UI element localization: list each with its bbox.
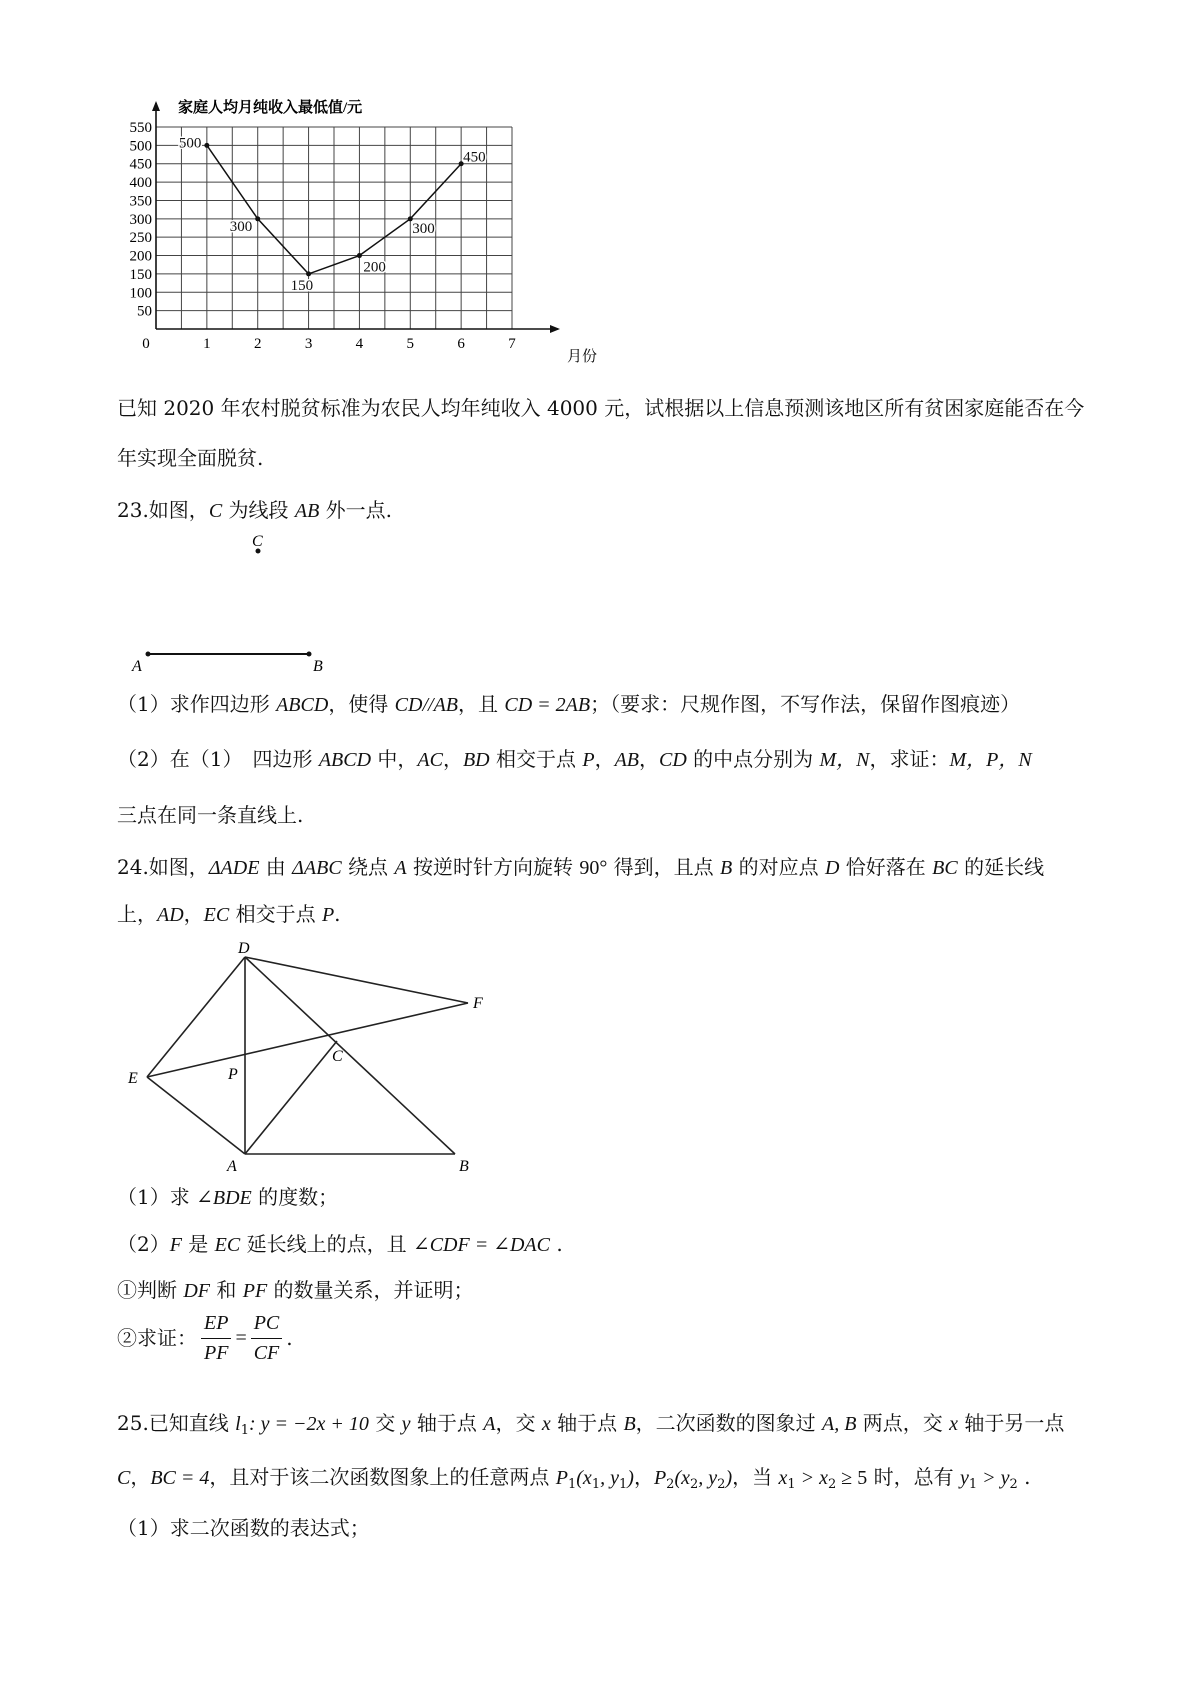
q25-l2-text2: ，且对于该二次函数图象上的任意两点 <box>209 1465 556 1489</box>
q24-point-a: A <box>394 857 407 879</box>
q25-text1: 交 <box>368 1411 402 1435</box>
q25-number: 25.已知直线 <box>117 1411 236 1435</box>
q24-label-d: D <box>238 940 250 957</box>
q24-sub2-fraction-right <box>251 1312 283 1365</box>
q25-res-mid: > y <box>977 1467 1010 1489</box>
q24-number: 24.如图， <box>117 855 209 879</box>
q24-part2-f: F <box>169 1234 182 1256</box>
q25-c: C <box>117 1467 131 1489</box>
chart-y-tick-label: 50 <box>137 303 152 320</box>
chart-data-point <box>255 216 260 221</box>
q24-sub2-equals: = <box>235 1327 247 1349</box>
chart-x-tick-label: 3 <box>304 336 313 352</box>
q25-text4: 轴于点 <box>550 1411 624 1435</box>
q25-p2-coord1: (x <box>674 1467 690 1489</box>
q24-part2-equation: ∠CDF = ∠DAC <box>412 1234 550 1256</box>
q24-figure <box>120 935 500 1175</box>
q23-part2-mpn: M，P，N <box>949 749 1032 771</box>
q24-sub2-den1: PF <box>204 1342 229 1364</box>
q25-l2-text4: ，当 <box>732 1465 779 1489</box>
q24-triangle-ade: ΔADE <box>208 857 260 879</box>
q24-text2: 绕点 <box>341 855 395 879</box>
q25-a: A <box>483 1413 496 1435</box>
q24-stem-line2 <box>117 904 341 925</box>
q22-text-line2: 年实现全面脱贫. <box>117 446 264 470</box>
q23-part2-ab: AB <box>614 749 639 771</box>
chart-y-tick-label: 400 <box>129 175 152 192</box>
chart-y-axis-label: 家庭人均月纯收入最低值/元 <box>178 100 363 116</box>
chart-x-tick-label: 0 <box>142 336 150 352</box>
chart-data-label: 450 <box>463 149 486 166</box>
q25-part1: （1）求二次函数的表达式； <box>117 1516 370 1540</box>
q23-point-b-dot <box>307 652 312 657</box>
chart-data-label: 500 <box>178 135 202 152</box>
q25-l2-text1: ， <box>130 1465 151 1489</box>
q25-cond-x1-sub: 1 <box>787 1477 796 1492</box>
chart-data-label: 200 <box>363 259 386 276</box>
q25-text2: 轴于点 <box>410 1411 484 1435</box>
q23-stem <box>117 500 392 521</box>
q24-sub1 <box>117 1280 474 1301</box>
q24-label-e: E <box>128 1070 138 1087</box>
q24-part2 <box>117 1234 563 1255</box>
q24-line-db <box>245 957 455 1154</box>
q24-sub2-num2: PC <box>251 1312 283 1339</box>
q25-line-l: l <box>235 1413 241 1435</box>
q23-part2-text2: 中， <box>371 747 418 771</box>
q24-sub2-text1: ②求证： <box>117 1326 197 1350</box>
q24-angle-90: 90° <box>579 857 608 879</box>
q23-part1-abcd: ABCD <box>276 694 329 716</box>
q25-line-l-sub: 1 <box>240 1423 250 1438</box>
q24-text3: 按逆时针方向旋转 <box>406 855 580 879</box>
chart-data-point <box>306 271 311 276</box>
q23-figure <box>120 530 360 680</box>
q24-sub1-text3: 的数量关系，并证明； <box>267 1278 474 1302</box>
chart-x-tick-label: 7 <box>508 336 516 352</box>
q25-p1: P <box>555 1467 568 1489</box>
q24-part2-text1: （2） <box>117 1232 170 1256</box>
q23-part1-text2: ，使得 <box>328 692 395 716</box>
chart-y-tick-label: 550 <box>129 120 152 136</box>
q24-part2-text4: . <box>549 1232 563 1256</box>
q23-part1-text3: ，且 <box>458 692 505 716</box>
q25-p2-coord1-sub: 2 <box>689 1477 699 1492</box>
q23-part1-parallel: CD//AB <box>394 694 459 716</box>
chart-data-label: 300 <box>229 218 253 235</box>
chart-data-label: 300 <box>412 220 435 237</box>
q25-p1-coord2-sub: 1 <box>618 1477 628 1492</box>
q23-part2-text8: ，求证： <box>869 747 950 771</box>
q24-line-ea <box>147 1077 245 1154</box>
q24-point-d: D <box>824 857 840 879</box>
q23-part2-text7: 的中点分别为 <box>686 747 820 771</box>
income-line-chart <box>118 95 598 375</box>
q23-part2-mn: M，N <box>819 749 870 771</box>
q24-line-ed <box>147 957 245 1077</box>
q23-part2-abcd: ABCD <box>318 749 372 771</box>
chart-y-tick-label: 300 <box>129 211 152 228</box>
q24-label-p: P <box>228 1066 238 1083</box>
q24-sub2-fraction-left <box>201 1312 231 1365</box>
q23-label-b: B <box>313 658 323 675</box>
q23-part1-text4: ；（要求：尺规作图，不写作法，保留作图痕迹） <box>590 692 1021 716</box>
q25-res-y2-sub: 2 <box>1009 1477 1018 1492</box>
q25-p2-coord2-sub: 2 <box>717 1477 726 1492</box>
chart-x-tick-label: 6 <box>457 336 465 352</box>
q25-p2-coord2: , y <box>698 1467 718 1489</box>
q24-part2-text2: 是 <box>181 1232 215 1256</box>
q24-sub2-num1: EP <box>201 1312 231 1339</box>
chart-y-tick-label: 350 <box>129 193 152 210</box>
q25-stem-line2 <box>117 1467 1031 1491</box>
q23-part1-equation: CD = 2AB <box>504 694 591 716</box>
chart-y-tick-label: 250 <box>129 230 152 247</box>
q23-number: 23.如图， <box>117 498 209 522</box>
q25-x: x <box>541 1413 551 1435</box>
q25-p1-coord1-sub: 1 <box>591 1477 601 1492</box>
q24-l2-ad: AD <box>157 904 184 926</box>
q25-cond-x2-sub: 2 <box>828 1477 837 1492</box>
chart-x-tick-label: 4 <box>355 336 364 352</box>
q25-p1-sub: 1 <box>567 1477 577 1492</box>
q25-text3: ，交 <box>495 1411 542 1435</box>
q25-cond-end: ≥ 5 <box>836 1467 868 1489</box>
chart-y-tick-label: 500 <box>129 138 152 155</box>
q23-stem-text2: 外一点. <box>319 498 393 522</box>
q24-l2-text1: 上， <box>117 902 157 926</box>
q24-sub2 <box>117 1312 293 1365</box>
chart-x-axis-label: 月份 <box>567 349 598 365</box>
q24-sub1-text2: 和 <box>210 1278 243 1302</box>
chart-x-tick-label: 2 <box>253 336 262 352</box>
q25-p2-coord3: ) <box>725 1467 733 1489</box>
q23-point-a-dot <box>146 652 151 657</box>
q24-text4: 得到，且点 <box>607 855 721 879</box>
q25-p1-coord3: ) <box>627 1467 634 1489</box>
q25-p2: P <box>653 1467 667 1489</box>
q23-segment-ab: AB <box>294 500 320 522</box>
q23-part2-text3: ， <box>442 747 463 771</box>
q23-part2-text6: ， <box>639 747 659 771</box>
q23-part2-line2: 三点在同一条直线上. <box>117 803 304 827</box>
q25-p1-coord1: (x <box>576 1467 592 1489</box>
q24-l2-ec: EC <box>203 904 230 926</box>
q25-p2-sub: 2 <box>666 1477 675 1492</box>
q22-text-line1: 已知 2020 年农村脱贫标准为农民人均年纯收入 4000 元，试根据以上信息预测该地区所有贫困家庭能否在今 <box>117 396 1085 420</box>
q23-point-c: C <box>208 500 223 522</box>
q25-res-y1-sub: 1 <box>968 1477 978 1492</box>
q23-part2-p: P <box>582 749 595 771</box>
q25-res-end: . <box>1017 1465 1031 1489</box>
q24-label-f: F <box>473 995 483 1012</box>
chart-y-tick-label: 100 <box>129 285 152 302</box>
q24-sub1-text1: ①判断 <box>117 1278 184 1302</box>
q24-text5: 的对应点 <box>732 855 825 879</box>
q24-part2-text3: 延长线上的点，且 <box>240 1232 413 1256</box>
q25-cond-x1: x <box>778 1467 788 1489</box>
q24-label-c: C <box>332 1048 343 1065</box>
q23-part2 <box>117 749 1032 770</box>
q23-part2-cd: CD <box>659 749 687 771</box>
q25-l2-text5: 时，总有 <box>867 1465 960 1489</box>
chart-x-tick-label: 1 <box>203 336 211 352</box>
q24-sub1-df: DF <box>183 1280 211 1302</box>
q24-sub2-den2: CF <box>253 1342 280 1364</box>
chart-y-tick-label: 150 <box>129 266 152 283</box>
q25-b: B <box>623 1413 636 1435</box>
q24-point-b: B <box>720 857 733 879</box>
chart-data-label: 150 <box>290 277 314 294</box>
q24-line-ac <box>245 1041 337 1154</box>
q24-line-df <box>245 957 468 1003</box>
q24-line-ef <box>147 1003 468 1077</box>
q25-l2-text3: ， <box>633 1465 654 1489</box>
q24-l2-p: P <box>321 904 335 926</box>
q25-stem-line1 <box>117 1413 1064 1437</box>
q24-l2-text3: 相交于点 <box>229 902 322 926</box>
q24-sub1-pf: PF <box>242 1280 268 1302</box>
q23-part2-ac: AC <box>417 749 443 771</box>
q23-label-a: A <box>132 658 142 675</box>
q23-label-c: C <box>252 533 263 550</box>
q23-part2-text4: 相交于点 <box>489 747 583 771</box>
q24-triangle-abc: ΔABC <box>292 857 342 879</box>
q24-label-a: A <box>227 1158 237 1175</box>
q25-text6: 两点，交 <box>856 1411 950 1435</box>
chart-y-tick-label: 200 <box>129 248 152 265</box>
chart-y-axis-arrow <box>152 101 160 111</box>
q25-p1-coord2: , y <box>600 1467 619 1489</box>
q23-stem-text1: 为线段 <box>222 498 295 522</box>
q24-l2-text2: ， <box>183 902 204 926</box>
chart-data-point <box>204 143 209 148</box>
q24-l2-text4: . <box>334 902 341 926</box>
q23-part1 <box>117 694 1020 715</box>
q25-text7: 轴于另一点 <box>958 1411 1065 1435</box>
q25-x2: x <box>949 1413 959 1435</box>
q25-text5: ，二次函数的图象过 <box>635 1411 823 1435</box>
q25-cond-mid: > x <box>795 1467 829 1489</box>
q23-part2-text1: （2）在（1） 四边形 <box>117 747 319 771</box>
chart-y-tick-label: 450 <box>129 156 152 173</box>
q24-part1-text2: 的度数； <box>251 1185 339 1209</box>
chart-data-point <box>357 253 362 258</box>
q24-part2-ec: EC <box>214 1234 241 1256</box>
q24-part1-angle: ∠BDE <box>196 1187 252 1209</box>
q23-part1-text1: （1）求作四边形 <box>117 692 277 716</box>
q24-part1-text1: （1）求 <box>117 1185 197 1209</box>
chart-x-tick-label: 5 <box>406 336 415 352</box>
q23-part2-bd: BD <box>462 749 490 771</box>
q24-label-b: B <box>459 1158 469 1175</box>
q25-line-equation: : y = −2x + 10 <box>249 1413 369 1435</box>
q24-sub2-text2: . <box>286 1326 293 1350</box>
q25-ab: A, B <box>822 1413 857 1435</box>
q25-y: y <box>401 1413 411 1435</box>
q24-text6: 恰好落在 <box>839 855 933 879</box>
q24-part1 <box>117 1187 338 1208</box>
q24-stem-line1 <box>117 857 1044 878</box>
chart-x-axis-arrow <box>550 325 560 333</box>
q24-text7: 的延长线 <box>957 855 1045 879</box>
q24-segment-bc: BC <box>932 857 958 879</box>
q25-res-y1: y <box>960 1467 969 1489</box>
q25-bc: BC = 4 <box>150 1467 210 1489</box>
q23-part2-text5: ， <box>594 747 615 771</box>
q24-text1: 由 <box>259 855 293 879</box>
